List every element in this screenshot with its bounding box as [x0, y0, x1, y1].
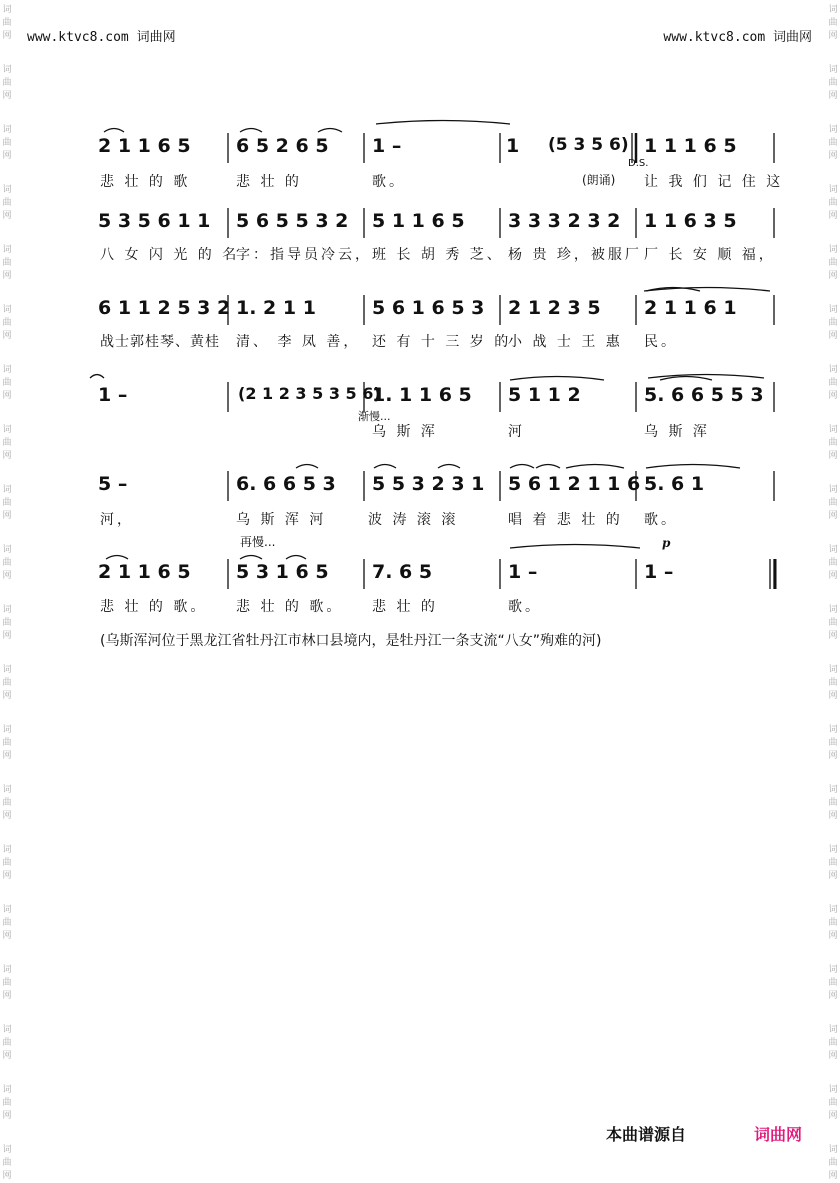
- slur: [286, 556, 306, 560]
- row2-m1-notes: 5 3 5 6 1 1: [98, 210, 211, 232]
- row5-lyric-5: 歌。: [644, 512, 678, 528]
- row1-lyric-2: 悲 壮 的: [236, 174, 302, 190]
- row5-m1-notes: 5 –: [98, 473, 128, 495]
- row3-lyric-1: 战士郭桂琴、黄桂: [100, 334, 220, 350]
- watermark-glyph: 词 曲 网: [828, 545, 838, 581]
- row4-lyric-3: 乌 斯 浑: [644, 424, 710, 440]
- watermark-glyph: 词 曲 网: [828, 905, 838, 941]
- row2-lyric-3: 班 长 胡 秀 芝、: [372, 247, 504, 263]
- row2-lyric-2: 字：指导员冷云，: [236, 247, 372, 263]
- watermark-glyph: 词 曲 网: [2, 125, 12, 161]
- watermark-glyph: 词 曲 网: [2, 845, 12, 881]
- watermark-glyph: 词 曲 网: [828, 965, 838, 1001]
- row6-lyric-2: 悲 壮 的 歌。: [236, 599, 344, 615]
- slur: [510, 377, 604, 381]
- header-site-left: www.ktvc8.com 词曲网: [27, 30, 176, 45]
- row5-lyric-4: 唱 着 悲 壮 的: [508, 512, 623, 528]
- slur: [510, 465, 534, 469]
- row1-m2-notes: 6 5 2 6 5: [236, 135, 329, 157]
- row6-m4-notes: 1 –: [508, 561, 538, 583]
- row5-m2-notes: 6. 6 6 5 3: [236, 473, 336, 495]
- watermark-glyph: 词 曲 网: [828, 65, 838, 101]
- row1-m1-notes: 2 1 1 6 5: [98, 135, 191, 157]
- watermark-glyph: 词 曲 网: [828, 1085, 838, 1121]
- slur: [660, 377, 712, 381]
- slur: [536, 465, 560, 469]
- tie: [510, 545, 640, 549]
- row3-lyric-3: 还 有 十 三 岁 的: [372, 334, 512, 350]
- tie: [648, 375, 764, 379]
- tie: [376, 121, 510, 125]
- watermark-glyph: 词 曲 网: [2, 965, 12, 1001]
- row1-lyric-3: 歌。: [372, 174, 406, 190]
- row1-recite-label: (朗诵): [582, 173, 616, 187]
- row5-lyric-2: 乌 斯 浑 河: [236, 512, 327, 528]
- watermark-glyph: 词 曲 网: [2, 1025, 12, 1061]
- watermark-glyph: 词 曲 网: [2, 5, 12, 41]
- row1-lyric-4: 让 我 们 记 住 这: [644, 174, 784, 190]
- row6-lyric-1: 悲 壮 的 歌。: [100, 599, 208, 615]
- slur: [566, 465, 624, 469]
- row5-m3-notes: 5 5 3 2 3 1: [372, 473, 485, 495]
- row6-m3-notes: 7. 6 5: [372, 561, 433, 583]
- watermark-glyph: 词 曲 网: [828, 425, 838, 461]
- tie: [646, 465, 740, 469]
- row6-m2-notes: 5 3 1 6 5: [236, 561, 329, 583]
- slur: [438, 465, 460, 469]
- ritardando-mark: 渐慢...: [358, 410, 391, 423]
- watermark-glyph: 词 曲 网: [2, 605, 12, 641]
- row3-m2-notes: 1. 2 1 1: [236, 297, 316, 319]
- header-site-right: www.ktvc8.com 词曲网: [663, 30, 812, 45]
- row6-lyric-3: 悲 壮 的: [372, 599, 438, 615]
- slower-mark: 再慢...: [240, 535, 276, 549]
- row4-m1-notes: 1 –: [98, 384, 128, 406]
- row2-m4-notes: 3 3 3 2 3 2: [508, 210, 621, 232]
- watermark-glyph: 词 曲 网: [2, 485, 12, 521]
- row1-lyric-1: 悲 壮 的 歌: [100, 174, 191, 190]
- watermark-glyph: 词 曲 网: [828, 665, 838, 701]
- watermark-glyph: 词 曲 网: [2, 365, 12, 401]
- row5-m4-notes: 5 6 1 2 1 1 6: [508, 473, 641, 495]
- row2-m2-notes: 5 6 5 5 3 2: [236, 210, 349, 232]
- row3-lyric-2: 清、 李 凤 善，: [236, 334, 361, 350]
- watermark-glyph: 词 曲 网: [828, 1025, 838, 1061]
- row4-lyric-2: 河: [508, 424, 525, 440]
- watermark-glyph: 词 曲 网: [828, 245, 838, 281]
- watermark-glyph: 词 曲 网: [828, 365, 838, 401]
- piano-dynamic-mark: p: [662, 536, 671, 550]
- watermark-glyph: 词 曲 网: [2, 905, 12, 941]
- slur: [374, 465, 396, 469]
- row5-lyric-3: 波 涛 滚 滚: [368, 512, 459, 528]
- source-label: 本曲谱源自: [606, 1125, 687, 1144]
- row4-m3-notes: 1. 1 1 6 5: [372, 384, 472, 406]
- row4-m4-notes: 5 1 1 2: [508, 384, 581, 406]
- watermark-glyph: 词 曲 网: [828, 125, 838, 161]
- slur: [106, 556, 128, 560]
- watermark-glyph: 词 曲 网: [2, 665, 12, 701]
- row4-intro-notes: (2 1 2 3 5 3 5 6): [238, 384, 381, 403]
- slur: [240, 556, 262, 560]
- row1-m5-notes: 1 1 1 6 5: [644, 135, 737, 157]
- watermark-glyph: 词 曲 网: [828, 1145, 838, 1181]
- watermark-glyph: 词 曲 网: [2, 1085, 12, 1121]
- row5-m5-notes: 5. 6 1: [644, 473, 705, 495]
- row2-lyric-5: 厂 长 安 顺 福，: [644, 247, 776, 263]
- slur: [296, 465, 318, 469]
- watermark-glyph: 词 曲 网: [2, 185, 12, 221]
- row3-m1-notes: 6 1 1 2 5 3 2: [98, 297, 231, 319]
- row6-m1-notes: 2 1 1 6 5: [98, 561, 191, 583]
- watermark-glyph: 词 曲 网: [2, 305, 12, 341]
- watermark-glyph: 词 曲 网: [828, 845, 838, 881]
- watermark-glyph: 词 曲 网: [828, 785, 838, 821]
- row5-lyric-1: 河，: [100, 512, 134, 528]
- watermark-glyph: 词 曲 网: [2, 545, 12, 581]
- row2-lyric-4: 杨 贵 珍，被服厂: [508, 247, 642, 263]
- watermark-glyph: 词 曲 网: [828, 485, 838, 521]
- watermark-glyph: 词 曲 网: [2, 65, 12, 101]
- watermark-glyph: 词 曲 网: [828, 5, 838, 41]
- row4-m5-notes: 5. 6 6 5 5 3: [644, 384, 764, 406]
- watermark-glyph: 词 曲 网: [828, 725, 838, 761]
- row3-m3-notes: 5 6 1 6 5 3: [372, 297, 485, 319]
- watermark-glyph: 词 曲 网: [2, 245, 12, 281]
- row2-lyric-1: 八 女 闪 光 的 名: [100, 247, 240, 263]
- watermark-glyph: 词 曲 网: [2, 725, 12, 761]
- tie: [90, 375, 104, 379]
- row1-m4-notes: 1: [506, 135, 520, 157]
- row2-m3-notes: 5 1 1 6 5: [372, 210, 465, 232]
- row3-lyric-5: 民。: [644, 334, 678, 350]
- row3-m4-notes: 2 1 2 3 5: [508, 297, 601, 319]
- watermark-glyph: 词 曲 网: [828, 185, 838, 221]
- watermark-glyph: 词 曲 网: [2, 1145, 12, 1181]
- row3-m5-notes: 2 1 1 6 1: [644, 297, 737, 319]
- watermark-glyph: 词 曲 网: [828, 305, 838, 341]
- row6-lyric-4: 歌。: [508, 599, 542, 615]
- watermark-glyph: 词 曲 网: [828, 605, 838, 641]
- row3-lyric-4: 小 战 士 王 惠: [508, 334, 623, 350]
- watermark-glyph: 词 曲 网: [2, 785, 12, 821]
- dal-segno-mark: D.S.: [628, 158, 649, 169]
- footnote: (乌斯浑河位于黑龙江省牡丹江市林口县境内，是牡丹江一条支流“八女”殉难的河): [100, 633, 602, 649]
- watermark-glyph: 词 曲 网: [2, 425, 12, 461]
- row6-m5-notes: 1 –: [644, 561, 674, 583]
- row4-lyric-1: 乌 斯 浑: [372, 424, 438, 440]
- slur: [240, 129, 262, 133]
- slur: [104, 129, 124, 133]
- row1-m3-notes: 1 –: [372, 135, 402, 157]
- source-brand: 词曲网: [754, 1125, 803, 1144]
- row1-recite-notes: (5 3 5 6): [548, 135, 629, 155]
- slur: [318, 129, 342, 133]
- row2-m5-notes: 1 1 6 3 5: [644, 210, 737, 232]
